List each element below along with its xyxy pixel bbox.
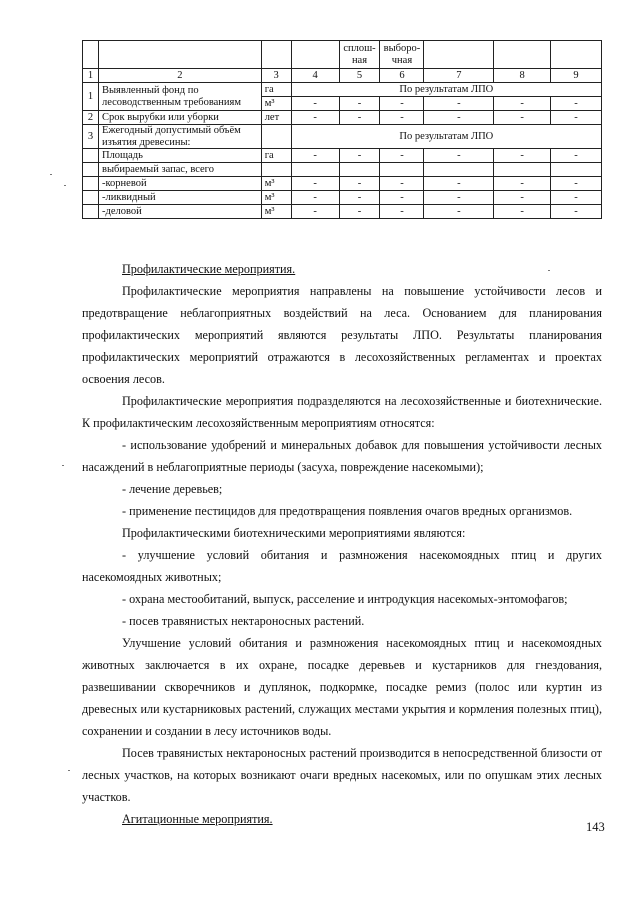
dash-cell: - [339, 97, 380, 111]
table-row [83, 191, 602, 205]
dash-cell: - [339, 149, 380, 163]
col-num: 7 [424, 69, 494, 83]
dash-cell: - [551, 97, 602, 111]
row-label: Ежегодный допустимый объём изъятия древесины: [98, 125, 261, 149]
dash-cell: - [380, 111, 424, 125]
dash-cell: - [494, 177, 551, 191]
paragraph: Посев травянистых нектароносных растений производится в непосредственной близости от лесных участков, на которых возникают очаги вредных насекомых, или по опушкам этих лесных участков. [82, 746, 602, 804]
col-num: 1 [83, 69, 99, 83]
dash-cell: - [380, 205, 424, 219]
row-number: 1 [83, 83, 99, 111]
forest-table [82, 40, 602, 219]
row-number: 3 [83, 125, 99, 149]
list-item: - охрана местообитаний, выпуск, расселение и интродукция насекомых-энтомофагов; [122, 592, 568, 606]
dash-cell: - [339, 205, 380, 219]
dash-cell: - [424, 191, 494, 205]
unit-cell: га [261, 149, 291, 163]
table-row [83, 163, 602, 177]
dash-cell: - [339, 177, 380, 191]
table-number-row [83, 69, 602, 83]
merged-cell: По результатам ЛПО [291, 83, 601, 97]
paragraph: Профилактические мероприятия подразделяются на лесохозяйственные и биотехнические. К профилактическим лесохозяйственным мероприятиям относятся: [82, 394, 602, 430]
list-item: - улучшение условий обитания и размножения насекомоядных птиц и других насекомоядных животных; [82, 548, 602, 584]
dash-cell: - [380, 97, 424, 111]
unit-cell: м³ [261, 205, 291, 219]
table-row [83, 205, 602, 219]
dash-cell: - [380, 177, 424, 191]
row-label: -корневой [98, 177, 261, 191]
merged-cell: По результатам ЛПО [291, 125, 601, 149]
col-num: 5 [339, 69, 380, 83]
row-number: 2 [83, 111, 99, 125]
body-text [82, 258, 602, 830]
scan-speck [548, 270, 550, 271]
dash-cell: - [424, 177, 494, 191]
table-header-row [83, 41, 602, 69]
row-label: Срок вырубки или уборки [98, 111, 261, 125]
heading-agitation: Агитационные мероприятия. [122, 812, 273, 826]
heading-prophylactic: Профилактические мероприятия. [122, 262, 296, 276]
dash-cell: - [424, 205, 494, 219]
dash-cell: - [494, 205, 551, 219]
col-num: 8 [494, 69, 551, 83]
dash-cell: - [291, 177, 339, 191]
scan-speck [62, 465, 64, 466]
paragraph: Профилактические мероприятия направлены на повышение устойчивости лесов и предотвращение неблагоприятных воздействий на леса. Основанием для планирования профилактических мероприятий являются результаты ЛПО. Результаты планирования профилактических мероприятий отражаются в лесохозяйственных регламентах и проектах освоения лесов. [82, 284, 602, 386]
dash-cell: - [551, 191, 602, 205]
dash-cell: - [424, 97, 494, 111]
dash-cell: - [291, 149, 339, 163]
col-num: 3 [261, 69, 291, 83]
list-item: - использование удобрений и минеральных добавок для повышения устойчивости лесных насаждений в неблагоприятные периоды (засуха, повреждение насекомыми); [82, 438, 602, 474]
row-label: Выявленный фонд по лесоводственным требованиям [98, 83, 261, 111]
dash-cell: - [380, 149, 424, 163]
dash-cell: - [551, 149, 602, 163]
list-item: - лечение деревьев; [122, 482, 223, 496]
dash-cell: - [494, 191, 551, 205]
dash-cell: - [380, 191, 424, 205]
row-label: -деловой [98, 205, 261, 219]
row-label: Площадь [98, 149, 261, 163]
col-num: 2 [98, 69, 261, 83]
dash-cell: - [494, 149, 551, 163]
table-row [83, 177, 602, 191]
dash-cell: - [291, 191, 339, 205]
row-label: выбираемый запас, всего [98, 163, 261, 177]
header-continuous: сплош-ная [339, 41, 380, 69]
page-number: 143 [586, 820, 605, 834]
table-row [83, 111, 602, 125]
dash-cell: - [494, 97, 551, 111]
dash-cell: - [551, 111, 602, 125]
dash-cell: - [424, 111, 494, 125]
scan-speck [68, 770, 70, 771]
scan-speck [64, 185, 66, 186]
row-label: -ликвидный [98, 191, 261, 205]
dash-cell: - [551, 205, 602, 219]
dash-cell: - [291, 205, 339, 219]
unit-cell: га [261, 83, 291, 97]
unit-cell: м³ [261, 177, 291, 191]
header-selective: выборо-чная [380, 41, 424, 69]
col-num: 4 [291, 69, 339, 83]
paragraph: Улучшение условий обитания и размножения насекомоядных птиц и насекомоядных животных заключается в их охране, посадке деревьев и кустарников для гнездования, развешивании скворечников и дуплянок, подкормке, посадке ремиз (полос или куртин из древесных или кустарниковых растений, служащих местами укрытия и кормления полезных птиц), сохранении и создании в лесу источников воды. [82, 636, 602, 738]
paragraph: Профилактическими биотехническими мероприятиями являются: [122, 526, 466, 540]
list-item: - посев травянистых нектароносных растений. [122, 614, 365, 628]
scan-speck [50, 174, 52, 175]
table-row [83, 149, 602, 163]
dash-cell: - [339, 191, 380, 205]
unit-cell: лет [261, 111, 291, 125]
table-row [83, 83, 602, 97]
unit-cell: м³ [261, 191, 291, 205]
dash-cell: - [424, 149, 494, 163]
col-num: 9 [551, 69, 602, 83]
dash-cell: - [291, 111, 339, 125]
dash-cell: - [339, 111, 380, 125]
list-item: - применение пестицидов для предотвращения появления очагов вредных организмов. [122, 504, 573, 518]
col-num: 6 [380, 69, 424, 83]
dash-cell: - [494, 111, 551, 125]
dash-cell: - [551, 177, 602, 191]
table-row [83, 125, 602, 149]
dash-cell: - [291, 97, 339, 111]
unit-cell: м³ [261, 97, 291, 111]
